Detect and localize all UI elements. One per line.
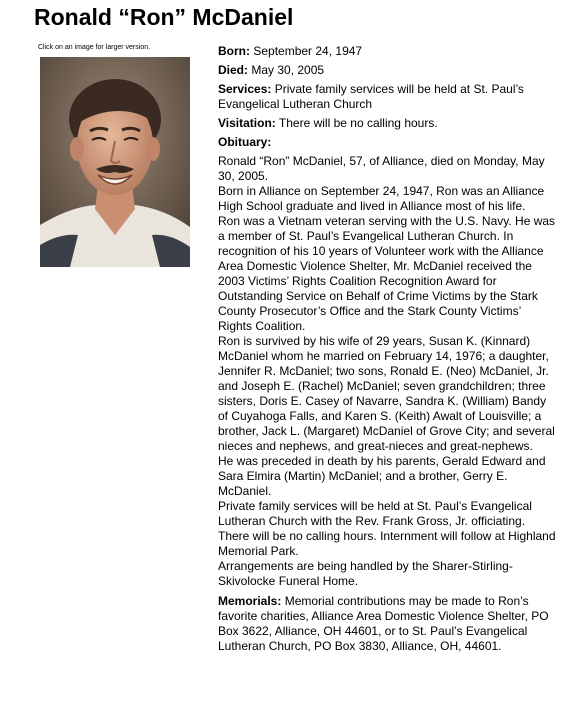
obituary-paragraph: He was preceded in death by his parents, Gerald Edward and Sara Elmira (Martin) McDaniel; and a brother, Gerry E. McDaniel. <box>218 454 546 498</box>
photo-caption: Click on an image for larger version. <box>38 44 151 51</box>
born-label: Born: <box>218 44 250 58</box>
memorials-value: Memorial contributions may be made to Ron’s favorite charities, Alliance Area Domestic Violence Shelter, PO Box 3622, Alliance, OH 44601, or to St. Paul’s Evangelical Lutheran Church, PO Box 3830, Alliance, OH, 44601. <box>218 594 549 653</box>
obituary-label: Obituary: <box>218 135 272 149</box>
visitation-label: Visitation: <box>218 116 276 130</box>
obituary-paragraph: Born in Alliance on September 24, 1947, Ron was an Alliance High School graduate and lived in Alliance most of his life. <box>218 184 545 213</box>
services-field <box>218 82 558 112</box>
services-value: Private family services will be held at St. Paul’s Evangelical Lutheran Church <box>218 82 524 111</box>
obituary-paragraph: Arrangements are being handled by the Sharer-Stirling-Skivolocke Funeral Home. <box>218 559 513 588</box>
visitation-field <box>218 116 558 131</box>
visitation-value: There will be no calling hours. <box>278 116 438 130</box>
obituary-heading <box>218 135 558 150</box>
died-field <box>218 63 558 78</box>
obituary-paragraph: Private family services will be held at St. Paul’s Evangelical Lutheran Church with the Rev. Frank Gross, Jr. officiating. There will be no calling hours. Internment will follow at Highland Memorial Park. <box>218 499 556 558</box>
memorials-label: Memorials: <box>218 594 282 608</box>
died-value: May 30, 2005 <box>251 63 325 77</box>
died-label: Died: <box>218 63 248 77</box>
born-field <box>218 44 558 59</box>
memorials-field <box>218 594 558 654</box>
portrait-photo[interactable] <box>40 57 190 267</box>
portrait-photo-image <box>40 57 190 267</box>
obituary-text <box>218 154 558 589</box>
services-label: Services: <box>218 82 272 96</box>
obituary-paragraph: Ron is survived by his wife of 29 years, Susan K. (Kinnard) McDaniel whom he married on February 14, 1976; a daughter, Jennifer R. McDaniel; two sons, Ronald E. (Neo) McDaniel, Jr. and Joseph E. (Rachel) McDaniel; seven grandchildren; three sisters, Doris E. Casey of Navarre, Sandra K. (William) Bandy of Cuyahoga Falls, and Karen S. (Keith) Awalt of Louisville; a brother, Jack L. (Margaret) McDaniel of Grove City; and several nieces and nephews, and great-nieces and great-nephews. <box>218 334 555 453</box>
born-value: September 24, 1947 <box>253 44 363 58</box>
obituary-paragraph: Ronald “Ron” McDaniel, 57, of Alliance, died on Monday, May 30, 2005. <box>218 154 545 183</box>
obituary-paragraph: Ron was a Vietnam veteran serving with the U.S. Navy. He was a member of St. Paul’s Evangelical Lutheran Church. In recognition of his 10 years of Volunteer work with the Alliance Area Domestic Violence Shelter, Mr. McDaniel received the 2003 Victims’ Rights Coalition Recognition Award for Outstanding Service on Behalf of Crime Victims by the Stark County Prosecutor’s Office and the Stark County Victims’ Rights Coalition. <box>218 214 556 333</box>
obituary-details <box>218 44 558 658</box>
page-title: Ronald “Ron” McDaniel <box>34 4 294 30</box>
